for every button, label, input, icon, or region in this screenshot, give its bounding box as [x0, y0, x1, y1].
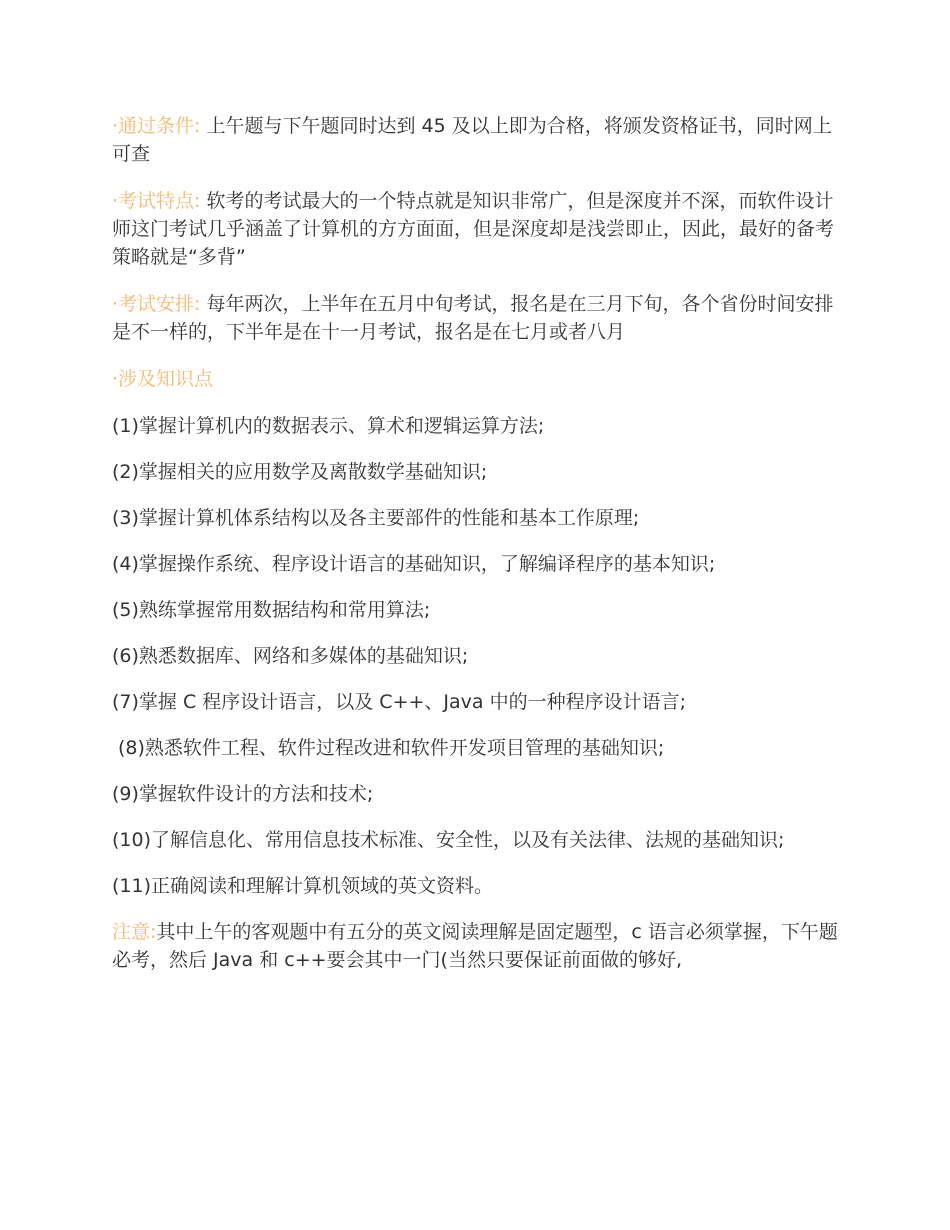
knowledge-heading: ·涉及知识点 [112, 368, 214, 390]
knowledge-item: (10)了解信息化、常用信息技术标准、安全性，以及有关法律、法规的基础知识; [112, 829, 785, 851]
section-exam-schedule [112, 290, 847, 346]
knowledge-item: (2)掌握相关的应用数学及离散数学基础知识; [112, 461, 488, 483]
knowledge-item: (8)熟悉软件工程、软件过程改进和软件开发项目管理的基础知识; [118, 737, 665, 759]
section-exam-features [112, 187, 847, 271]
knowledge-item: (11)正确阅读和理解计算机领域的英文资料。 [112, 875, 494, 897]
note-label: 注意: [112, 921, 157, 943]
section-pass-condition [112, 112, 847, 168]
section-text: 每年两次，上半年在五月中旬考试，报名是在三月下旬，各个省份时间安排是不一样的，下半年是在十一月考试，报名是在七月或者八月 [112, 293, 834, 343]
knowledge-item: (3)掌握计算机体系结构以及各主要部件的性能和基本工作原理; [112, 507, 640, 529]
knowledge-item: (9)掌握软件设计的方法和技术; [112, 783, 374, 805]
knowledge-item: (6)熟悉数据库、网络和多媒体的基础知识; [112, 645, 469, 667]
knowledge-item: (5)熟练掌握常用数据结构和常用算法; [112, 599, 431, 621]
knowledge-item: (1)掌握计算机内的数据表示、算术和逻辑运算方法; [112, 415, 545, 437]
note-paragraph [112, 918, 847, 974]
section-text: 软考的考试最大的一个特点就是知识非常广，但是深度并不深，而软件设计师这门考试几乎涵盖了计算机的方方面面，但是深度却是浅尝即止，因此，最好的备考策略就是“多背” [112, 190, 835, 268]
note-text: 其中上午的客观题中有五分的英文阅读理解是固定题型，c 语言必须掌握，下午题必考，然后 Java 和 c++要会其中一门(当然只要保证前面做的够好, [112, 921, 838, 971]
knowledge-item: (4)掌握操作系统、程序设计语言的基础知识，了解编译程序的基本知识; [112, 553, 716, 575]
knowledge-item: (7)掌握 C 程序设计语言，以及 C++、Java 中的一种程序设计语言; [112, 691, 686, 713]
section-label: ·考试特点: [112, 190, 201, 212]
section-label: ·考试安排: [112, 293, 201, 315]
document-content [112, 112, 847, 993]
section-label: ·通过条件: [112, 115, 201, 137]
section-text: 上午题与下午题同时达到 45 及以上即为合格，将颁发资格证书，同时网上可查 [112, 115, 832, 165]
